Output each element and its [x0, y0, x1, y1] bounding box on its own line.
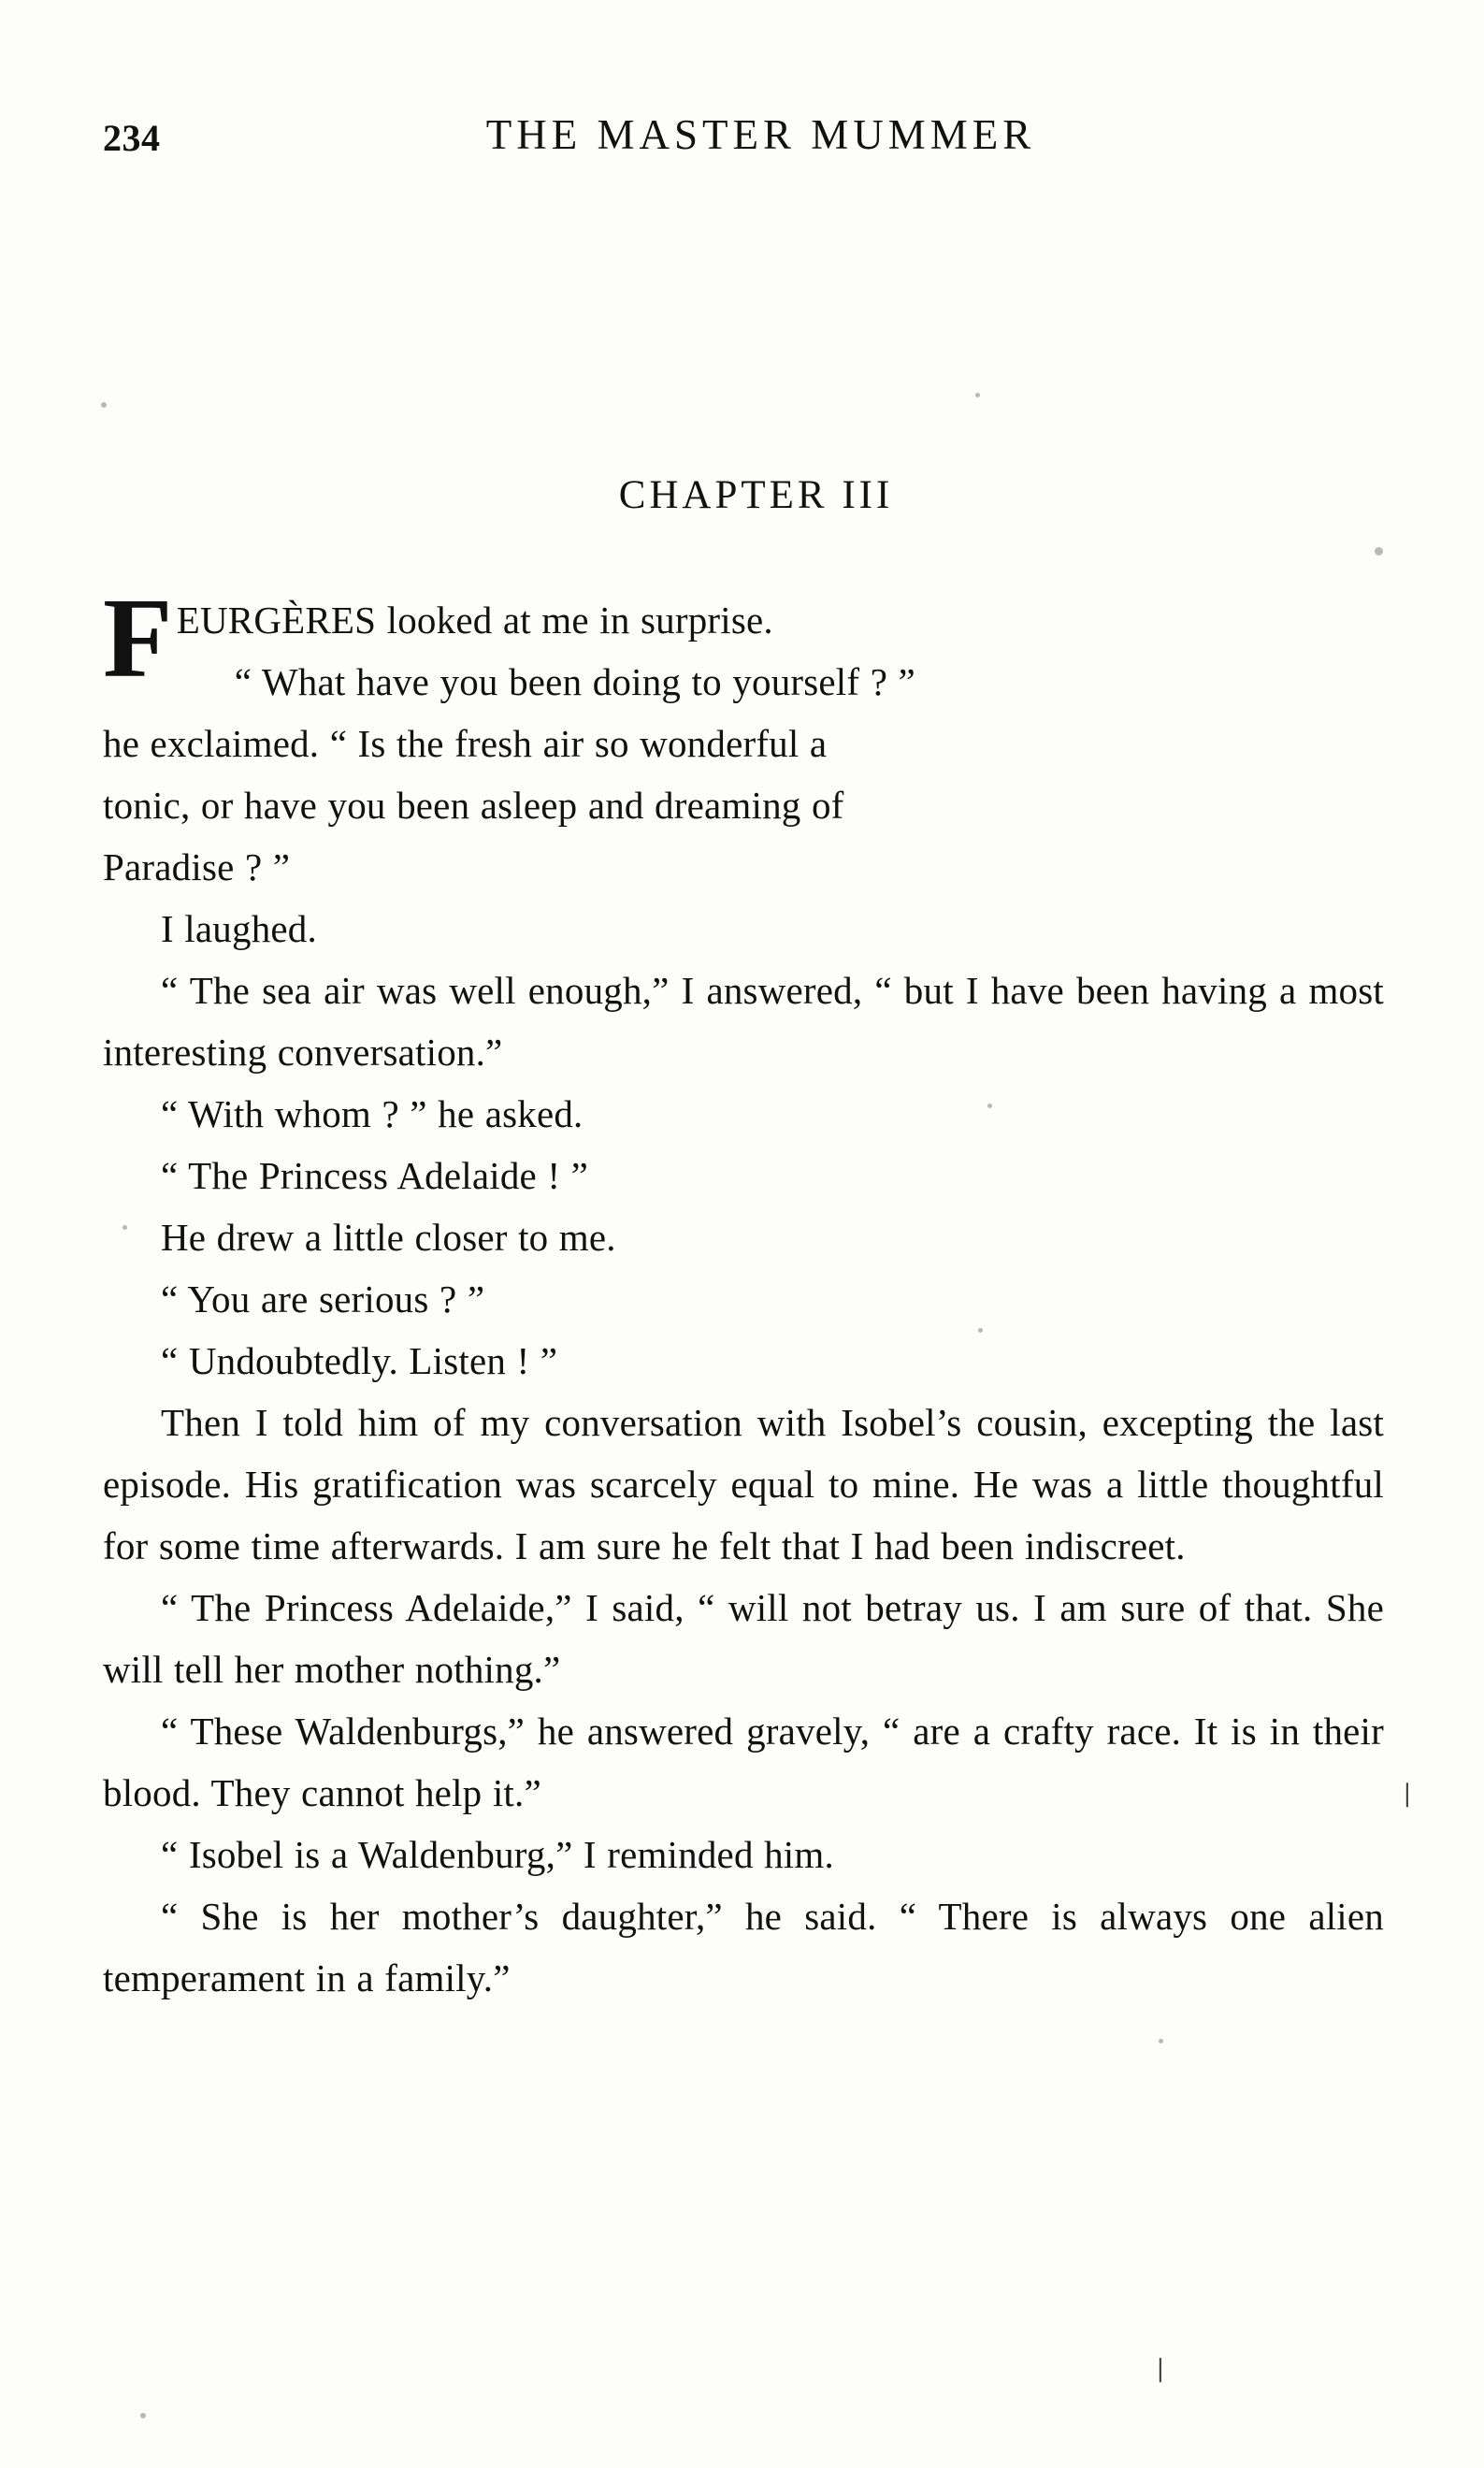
paragraph: He drew a little closer to me. [161, 1216, 616, 1259]
paragraph-line: EURGÈRES looked at me in surprise. [176, 599, 773, 642]
scan-speck [975, 393, 980, 397]
paragraph: “ The Princess Adelaide ! ” [161, 1154, 589, 1197]
body-text [103, 575, 1384, 2009]
paragraph: “ Undoubtedly. Listen ! ” [161, 1339, 558, 1382]
paragraph-line: “ What have you been doing to yourself ? ” [234, 660, 915, 703]
chapter-heading: CHAPTER III [618, 473, 894, 517]
scan-speck [122, 1225, 127, 1230]
running-title: THE MASTER MUMMER [485, 111, 1036, 158]
paragraph: “ With whom ? ” he asked. [161, 1092, 584, 1135]
scan-speck [1375, 547, 1383, 556]
drop-cap: F [103, 575, 173, 701]
paragraph: “ Isobel is a Waldenburg,” I reminded him. [161, 1833, 834, 1876]
scan-speck [1159, 2039, 1163, 2043]
paragraph: “ These Waldenburgs,” he answered gravely, “ are a crafty race. It is in their blood. They cannot help it.” [103, 1710, 1384, 1814]
paragraph: “ She is her mother’s daughter,” he said. “ There is always one alien temperament in a family.” [103, 1895, 1384, 1999]
paragraph-opening [103, 575, 1384, 898]
paragraph: “ The sea air was well enough,” I answered, “ but I have been having a most interesting conversation.” [103, 969, 1384, 1074]
paragraph-line: Paradise ? ” [103, 845, 291, 888]
scan-speck [140, 2413, 146, 2418]
paragraph: I laughed. [161, 907, 317, 950]
scan-speck [978, 1328, 983, 1333]
paragraph-line: he exclaimed. “ Is the fresh air so wonderful a [103, 722, 828, 765]
paragraph: Then I told him of my conversation with Isobel’s cousin, excepting the last episode. His gratification was scarcely equal to mine. He was a little thoughtful for some time afterwards. I am sure he felt that I had been indiscreet. [103, 1401, 1384, 1567]
paragraph: “ The Princess Adelaide,” I said, “ will not betray us. I am sure of that. She will tell her mother nothing.” [103, 1586, 1384, 1691]
scan-mark: ❘ [1397, 1780, 1418, 1807]
scan-mark: ❘ [1150, 2355, 1171, 2382]
paragraph: “ You are serious ? ” [161, 1277, 485, 1321]
page-number: 234 [103, 117, 161, 159]
running-head [0, 110, 1484, 176]
paragraph-line: tonic, or have you been asleep and dreaming of [103, 784, 844, 827]
scan-speck [987, 1104, 992, 1108]
scan-speck [101, 402, 107, 408]
